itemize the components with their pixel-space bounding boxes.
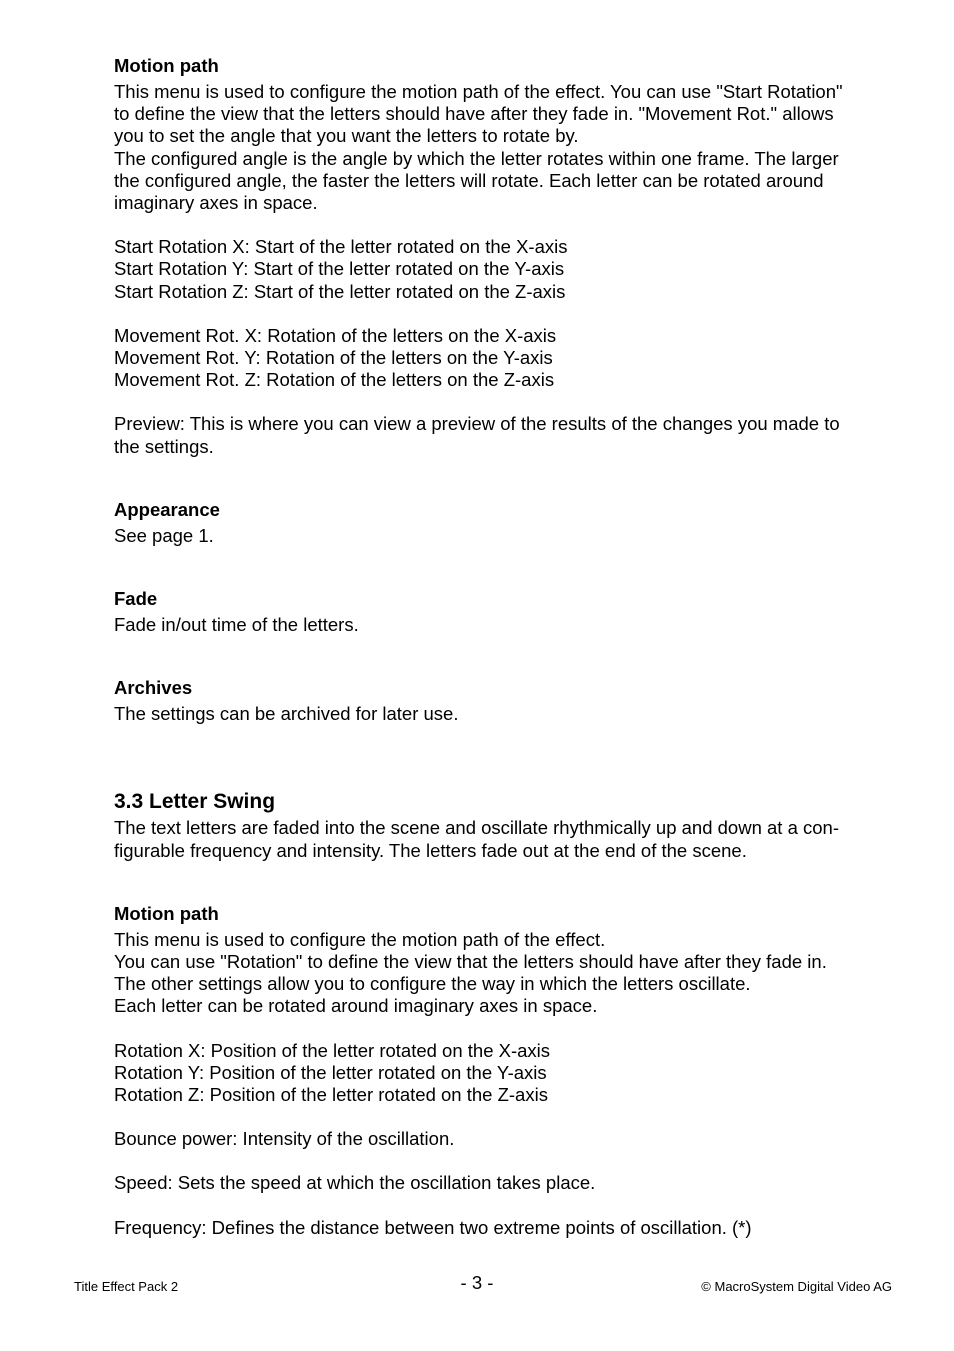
preview-description xyxy=(114,413,894,457)
speed-text: Speed: Sets the speed at which the oscillation takes place. xyxy=(114,1172,596,1194)
list-item: Rotation Z: Position of the letter rotated on the Z-axis xyxy=(114,1084,548,1106)
footer-product-name: Title Effect Pack 2 xyxy=(74,1279,179,1294)
list-item: Movement Rot. Y: Rotation of the letters on the Y-axis xyxy=(114,347,553,369)
list-item: Movement Rot. X: Rotation of the letters on the X-axis xyxy=(114,324,557,346)
section-heading-appearance: Appearance xyxy=(114,498,220,520)
footer-copyright: © MacroSystem Digital Video AG xyxy=(701,1279,892,1294)
list-item: Start Rotation X: Start of the letter rotated on the X-axis xyxy=(114,236,568,258)
text-line: You can use "Rotation" to define the view that the letters should have after they fade in. xyxy=(114,951,827,973)
list-item: Movement Rot. Z: Rotation of the letters on the Z-axis xyxy=(114,369,555,391)
text-line: The configured angle is the angle by which the letter rotates within one frame. The larger xyxy=(114,147,839,169)
archives-text: The settings can be archived for later use. xyxy=(114,703,459,725)
text-line: This menu is used to configure the motion path of the effect. You can use "Start Rotation" xyxy=(114,81,843,102)
text-line: The text letters are faded into the scene and oscillate rhythmically up and down at a con- xyxy=(114,817,839,839)
list-item: Rotation X: Position of the letter rotated on the X-axis xyxy=(114,1039,551,1061)
bounce-power-text: Bounce power: Intensity of the oscillation. xyxy=(114,1128,455,1150)
text-line: you to set the angle that you want the letters to rotate by. xyxy=(114,125,579,147)
page-content xyxy=(114,55,894,1239)
text-line: imaginary axes in space. xyxy=(114,192,318,214)
text-line: to define the view that the letters should have after they fade in. "Movement Rot." allows xyxy=(114,103,834,125)
movement-rotation-list xyxy=(114,325,894,392)
text-line: Each letter can be rotated around imaginary axes in space. xyxy=(114,995,598,1017)
text-line: figurable frequency and intensity. The letters fade out at the end of the scene. xyxy=(114,839,747,861)
text-line: Preview: This is where you can view a preview of the results of the changes you made to xyxy=(114,413,840,435)
section-heading-archives: Archives xyxy=(114,677,193,699)
list-item: Rotation Y: Position of the letter rotated on the Y-axis xyxy=(114,1061,547,1083)
letter-swing-intro xyxy=(114,817,894,861)
motion-path-description xyxy=(114,81,894,214)
page-number: - 3 - xyxy=(460,1272,494,1293)
motion-path-2-description xyxy=(114,929,894,1018)
text-line: the settings. xyxy=(114,435,214,457)
list-item: Start Rotation Z: Start of the letter rotated on the Z-axis xyxy=(114,280,566,302)
frequency-text: Frequency: Defines the distance between two extreme points of oscillation. (*) xyxy=(114,1216,752,1238)
rotation-list xyxy=(114,1040,894,1107)
section-heading-motion-path: Motion path xyxy=(114,55,219,76)
section-heading-motion-path-2: Motion path xyxy=(114,902,219,924)
section-heading-fade: Fade xyxy=(114,588,158,610)
text-line: The other settings allow you to configure the way in which the letters oscillate. xyxy=(114,973,751,995)
chapter-heading-letter-swing: 3.3 Letter Swing xyxy=(114,790,276,814)
list-item: Start Rotation Y: Start of the letter rotated on the Y-axis xyxy=(114,258,565,280)
text-line: the configured angle, the faster the letters will rotate. Each letter can be rotated around xyxy=(114,169,824,191)
fade-text: Fade in/out time of the letters. xyxy=(114,614,359,636)
start-rotation-list xyxy=(114,236,894,303)
text-line: This menu is used to configure the motion path of the effect. xyxy=(114,928,606,950)
appearance-text: See page 1. xyxy=(114,524,214,546)
